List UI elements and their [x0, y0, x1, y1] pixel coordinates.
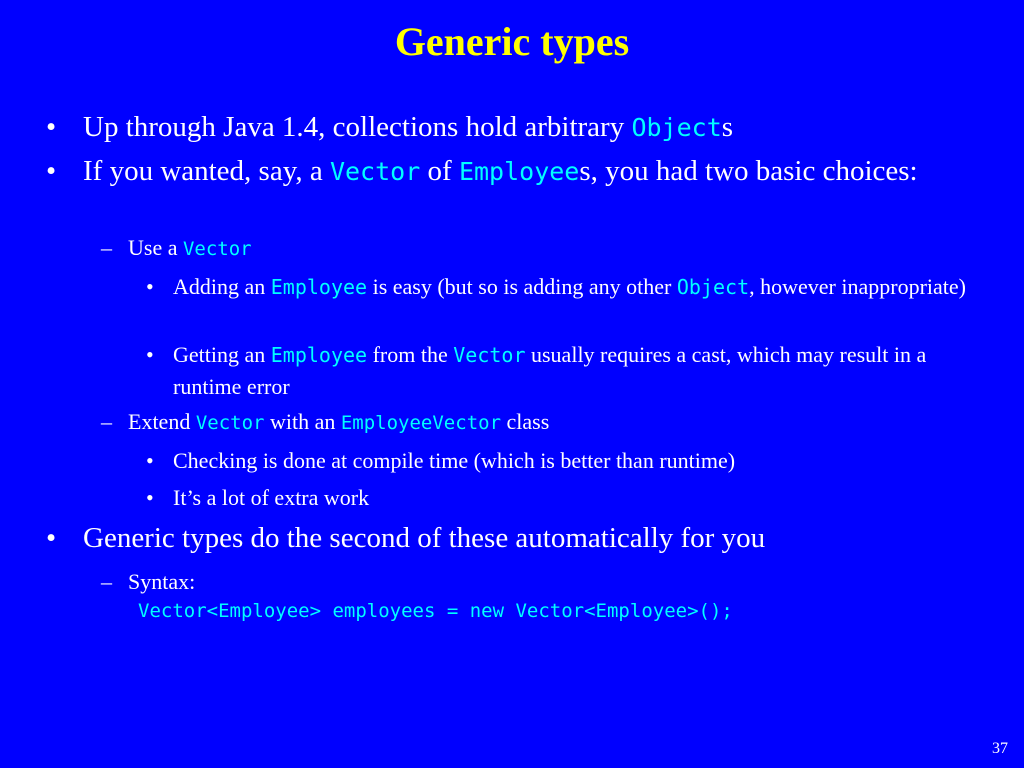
slide-title: Generic types	[394, 19, 630, 64]
bullet-marker: •	[146, 485, 154, 510]
page-number: 37	[992, 740, 1008, 757]
dash-marker: –	[101, 409, 112, 434]
bullet-text: of	[420, 155, 459, 187]
bullet-java14	[46, 111, 986, 144]
bullet-if-you-wanted	[46, 155, 986, 188]
subsubbullet-getting	[146, 339, 976, 402]
bullet-marker: •	[46, 111, 57, 143]
bullet-text: usually requires a cast, which may result in a runtime error	[173, 342, 927, 399]
bullet-text: If you wanted, say, a	[83, 155, 330, 187]
bullet-text: , however inappropriate)	[749, 274, 966, 299]
bullet-marker: •	[46, 522, 57, 554]
bullet-text: class	[501, 409, 550, 434]
bullet-text: s	[721, 111, 734, 143]
bullet-text: from the	[367, 342, 454, 367]
code-term: Object	[631, 113, 722, 142]
code-term: Employee	[270, 343, 368, 367]
bullet-text: with an	[264, 409, 341, 434]
subbullet-extend-vector	[101, 408, 981, 437]
subbullet-use-vector	[101, 234, 981, 263]
bullet-marker: •	[46, 155, 57, 187]
code-term: Vector	[453, 343, 526, 367]
bullet-text: Getting an	[173, 342, 271, 367]
code-term: EmployeeVector	[340, 412, 502, 434]
bullet-text: Up through Java 1.4, collections hold arbitrary	[83, 111, 632, 143]
bullet-text: Use a	[128, 235, 183, 260]
bullet-text: It’s a lot of extra work	[173, 485, 370, 510]
bullet-marker: •	[146, 274, 154, 299]
code-term: Object	[676, 275, 750, 299]
bullet-marker: •	[146, 448, 154, 473]
bullet-text: s, you had two basic choices:	[579, 155, 918, 187]
bullet-text: Checking is done at compile time (which is better than runtime)	[173, 448, 736, 473]
bullet-text: Generic types do the second of these automatically for you	[83, 522, 766, 554]
code-example: Vector<Employee> employees = new Vector<Employee>();	[138, 600, 733, 622]
code-term: Vector	[195, 412, 265, 434]
subsubbullet-extra-work	[146, 482, 976, 513]
subsubbullet-adding	[146, 271, 976, 303]
bullet-generic-types	[46, 522, 986, 555]
dash-marker: –	[101, 569, 112, 594]
code-term: Vector	[182, 238, 252, 260]
code-term: Employee	[270, 275, 368, 299]
code-term: Employee	[458, 157, 580, 186]
bullet-text: is easy (but so is adding any other	[367, 274, 677, 299]
dash-marker: –	[101, 235, 112, 260]
bullet-text: Syntax:	[128, 569, 196, 594]
code-term: Vector	[329, 157, 421, 186]
bullet-text: Extend	[128, 409, 196, 434]
subbullet-syntax	[101, 568, 981, 596]
bullet-marker: •	[146, 342, 154, 367]
bullet-text: Adding an	[173, 274, 271, 299]
subsubbullet-checking	[146, 445, 976, 476]
